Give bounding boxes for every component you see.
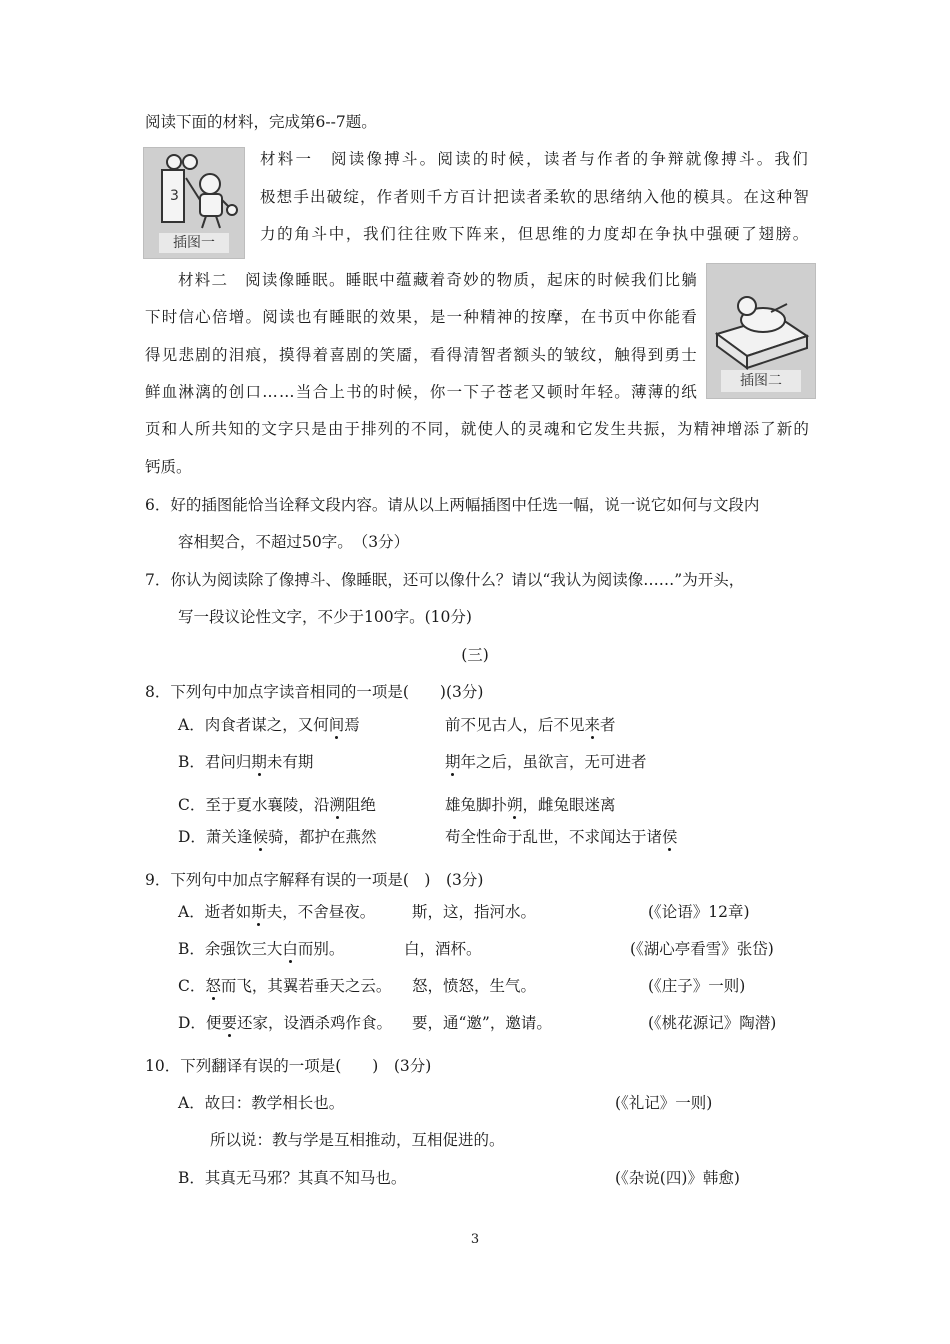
q8-option-d-right: 苟全性命于乱世，不求闻达于诸侯 — [445, 828, 678, 846]
question-6-line: 6．好的插图能恰当诠释文段内容。请从以上两幅插图中任选一幅，说一说它如何与文段内 — [145, 496, 760, 514]
q10-option-b: B．其真无马邪？其真不知马也。 — [178, 1169, 407, 1187]
illustration-two-caption: 插图二 — [721, 370, 801, 392]
illustration-two — [706, 263, 816, 399]
question-7-line: 写一段议论性文字，不少于100字。(10分) — [178, 608, 472, 626]
section-heading: (三) — [461, 646, 489, 664]
q9-option-c-source: (《庄子》一则) — [648, 977, 746, 995]
q8-option-b-left: B．君问归期未有期 — [178, 753, 314, 771]
q8-option-d-left: D．萧关逢候骑，都护在燕然 — [178, 828, 377, 846]
q9-option-b-source: (《湖心亭看雪》张岱) — [630, 940, 774, 958]
material-one-line: 极想手出破绽，作者则千方百计把读者柔软的思绪纳入他的模具。在这种智 — [260, 188, 810, 206]
q10-option-a-translation: 所以说：教与学是互相推动，互相促进的。 — [210, 1131, 505, 1149]
q9-option-c: C．怒而飞，其翼若垂天之云。 — [178, 977, 392, 995]
material-one-line: 材料一 阅读像搏斗。阅读的时候，读者与作者的争辩就像搏斗。我们 — [260, 150, 810, 168]
q8-option-c-right: 雄兔脚扑朔，雌兔眼迷离 — [445, 796, 616, 814]
material-one-line: 力的角斗中，我们往往败下阵来，但思维的力度却在争执中强硬了翅膀。 — [260, 225, 810, 243]
illustration-one-caption: 插图一 — [159, 233, 229, 253]
material-two-line: 鲜血淋漓的创口……当合上书的时候，你一下子苍老又顿时年轻。薄薄的纸 — [145, 383, 698, 401]
page-number: 3 — [470, 1232, 480, 1247]
q9-option-d-source: (《桃花源记》陶潜) — [648, 1014, 777, 1032]
question-9-stem: 9．下列句中加点字解释有误的一项是( ) (3分) — [145, 871, 484, 889]
question-10-stem: 10．下列翻译有误的一项是( ) (3分) — [145, 1057, 432, 1075]
q9-option-b: B．余强饮三大白而别。 — [178, 940, 345, 958]
q10-option-a-source: (《礼记》一则) — [615, 1094, 713, 1112]
q9-option-a-explanation: 斯，这，指河水。 — [412, 903, 537, 921]
illustration-one — [143, 147, 245, 259]
q9-option-d: D．便要还家，设酒杀鸡作食。 — [178, 1014, 392, 1032]
q9-option-c-explanation: 怒，愤怒，生气。 — [412, 977, 537, 995]
q8-option-a-right: 前不见古人，后不见来者 — [445, 716, 616, 734]
material-two-line: 下时信心倍增。阅读也有睡眠的效果，是一种精神的按摩，在书页中你能看 — [145, 308, 698, 326]
svg-text:3: 3 — [170, 188, 179, 204]
material-two-line: 得见悲剧的泪痕，摸得着喜剧的笑靥，看得清智者额头的皱纹，触得到勇士 — [145, 346, 698, 364]
material-two-line: 钙质。 — [145, 458, 192, 476]
q9-option-a-source: (《论语》12章) — [648, 903, 750, 921]
q9-option-a: A．逝者如斯夫，不舍昼夜。 — [178, 903, 376, 921]
q8-option-c-left: C．至于夏水襄陵，沿溯阻绝 — [178, 796, 376, 814]
q9-option-d-explanation: 要，通“邀”，邀请。 — [412, 1014, 552, 1032]
material-two-line: 页和人所共知的文字只是由于排列的不同，就使人的灵魂和它发生共振，为精神增添了新的 — [145, 420, 810, 438]
q8-option-a-left: A．肉食者谋之，又何间焉 — [178, 716, 360, 734]
material-two-line: 材料二 阅读像睡眠。睡眠中蕴藏着奇妙的物质，起床的时候我们比躺 — [178, 271, 698, 289]
q9-option-b-explanation: 白，酒杯。 — [404, 940, 482, 958]
question-6-line: 容相契合，不超过50字。 （3分） — [178, 533, 410, 551]
q10-option-a: A．故曰：教学相长也。 — [178, 1094, 345, 1112]
q8-option-b-right: 期年之后，虽欲言，无可进者 — [445, 753, 647, 771]
intro-text: 阅读下面的材料，完成第6--7题。 — [145, 113, 377, 131]
question-7-line: 7．你认为阅读除了像搏斗、像睡眠，还可以像什么？请以“我认为阅读像……”为开头， — [145, 571, 745, 589]
question-8-stem: 8．下列句中加点字读音相同的一项是( )(3分) — [145, 683, 484, 701]
q10-option-b-source: (《杂说(四)》韩愈) — [615, 1169, 740, 1187]
